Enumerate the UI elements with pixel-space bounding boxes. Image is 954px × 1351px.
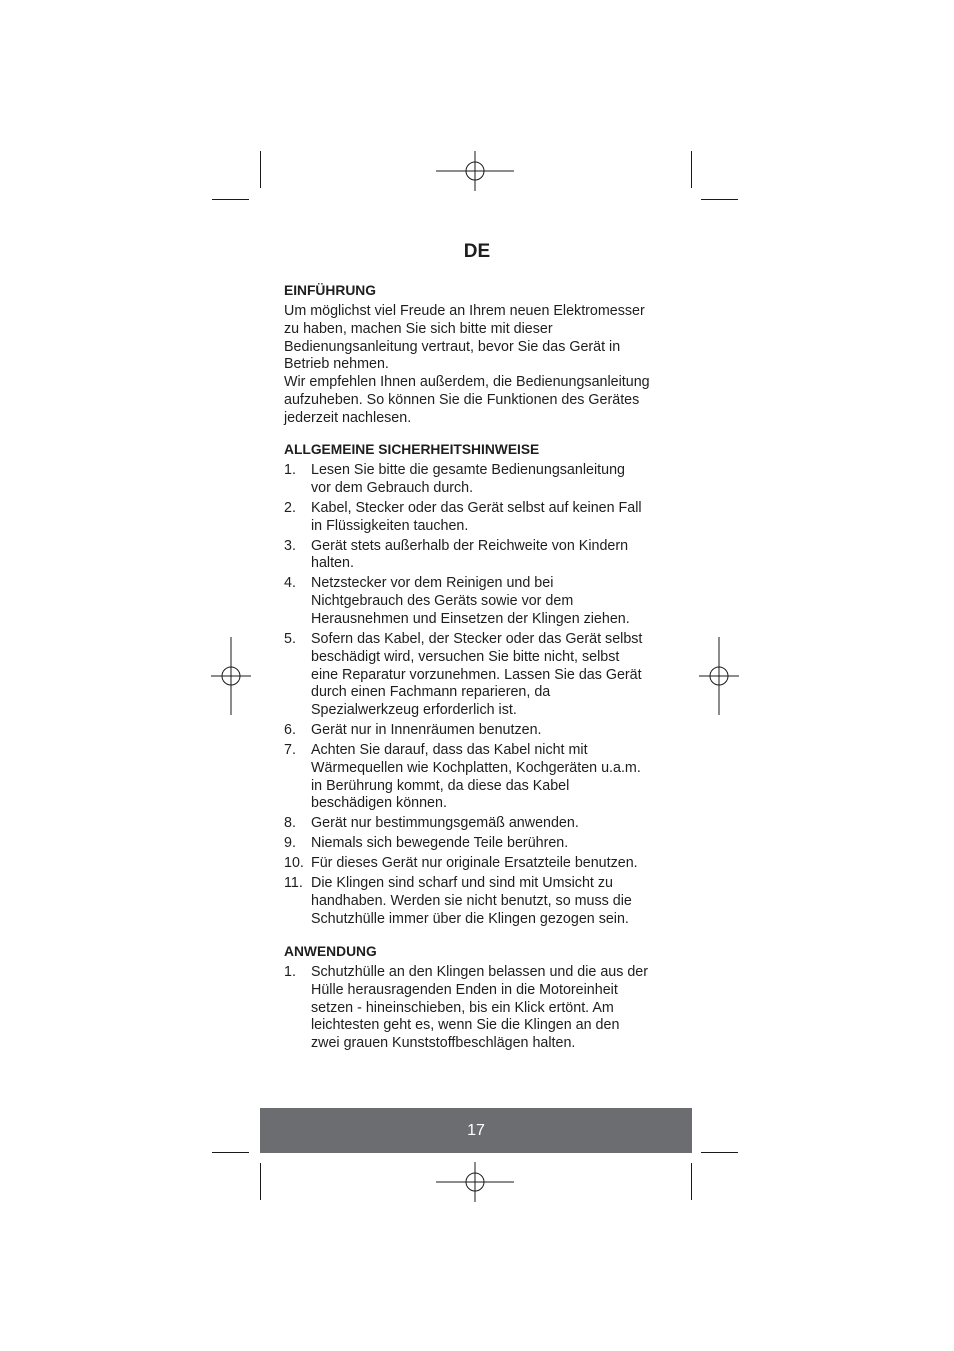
list-item-line: durch einen Fachmann reparieren, da [311,684,551,701]
list-item-number: 1. [284,964,296,980]
crop-mark [212,199,249,200]
list-item-line: Nichtgebrauch des Geräts sowie vor dem [311,593,574,610]
list-item-line: Wärmequellen wie Kochplatten, Kochgeräten u.a.m. [311,759,641,776]
list-item-number: 2. [284,499,296,516]
list-item-number: 3. [284,537,296,554]
crop-mark [701,199,738,200]
list-item-line: Sofern das Kabel, der Stecker oder das Gerät selbst [311,630,643,647]
intro-line: jederzeit nachlesen. [284,409,412,426]
list-item-line: Hülle herausragenden Enden in die Motoreinheit [311,981,618,998]
safety-item [284,815,654,833]
list-item-number: 10. [284,855,304,872]
intro-line: Um möglichst viel Freude an Ihrem neuen Elektromesser [284,303,645,319]
intro-line: Wir empfehlen Ihnen außerdem, die Bedienungsanleitung [284,374,650,391]
list-item-line: zwei grauen Kunststoffbeschlägen halten. [311,1035,576,1052]
list-item-text [311,538,654,574]
crop-mark [701,1152,738,1153]
list-item-line: Schutzhülle an den Klingen belassen und die aus der [311,964,649,980]
crop-mark [260,1163,261,1200]
safety-item [284,462,654,498]
list-item-line: beschädigt wird, versuchen Sie bitte nicht, selbst [311,648,620,665]
list-item-line: Kabel, Stecker oder das Gerät selbst auf keinen Fall [311,499,642,516]
list-item-text [311,815,654,833]
usage-item [284,964,654,1053]
safety-item [284,631,654,720]
list-item-line: Niemals sich bewegende Teile berühren. [311,835,569,852]
list-item-line: Lesen Sie bitte die gesamte Bedienungsanleitung [311,462,625,478]
list-item-number: 4. [284,575,296,592]
intro-paragraph [284,303,654,428]
list-item-text [311,835,654,853]
section-heading-safety: ALLGEMEINE SICHERHEITSHINWEISE [284,442,540,457]
list-item-text [311,631,654,720]
safety-list [284,462,654,931]
intro-line: Bedienungsanleitung vertraut, bevor Sie das Gerät in [284,338,621,355]
intro-line: Betrieb nehmen. [284,356,389,373]
list-item-line: Achten Sie darauf, dass das Kabel nicht mit [311,742,588,759]
safety-item [284,742,654,813]
list-item-text [311,500,654,536]
crop-mark [691,1163,692,1200]
safety-item [284,855,654,873]
list-item-number: 5. [284,630,296,647]
list-item-text [311,575,654,628]
list-item-line: Schutzhülle immer über die Klingen gezogen sein. [311,911,629,927]
list-item-line: Herausnehmen und Einsetzen der Klingen ziehen. [311,610,630,627]
list-item-text [311,964,654,1053]
list-item-line: vor dem Gebrauch durch. [311,479,474,496]
list-item-line: Gerät nur bestimmungsgemäß anwenden. [311,815,579,832]
crop-mark [691,151,692,188]
safety-item [284,575,654,628]
list-item-line: Spezialwerkzeug erforderlich ist. [311,702,517,719]
list-item-number: 9. [284,835,296,852]
list-item-line: Gerät stets außerhalb der Reichweite von Kindern [311,537,629,554]
safety-item [284,722,654,740]
list-item-number: 7. [284,742,296,759]
list-item-number: 8. [284,815,296,832]
list-item-text [311,855,654,873]
registration-mark-top [436,151,514,191]
section-heading-usage: ANWENDUNG [284,944,377,959]
list-item-line: in Berührung kommt, da diese das Kabel [311,777,570,794]
registration-mark-right [699,637,739,715]
crop-mark [260,151,261,188]
intro-line: aufzuheben. So können Sie die Funktionen des Gerätes [284,391,640,408]
list-item-text [311,722,654,740]
list-item-line: Die Klingen sind scharf und sind mit Umsicht zu [311,875,613,892]
usage-list [284,964,654,1055]
list-item-line: setzen - hineinschieben, bis ein Klick ertönt. Am [311,999,614,1016]
safety-item [284,835,654,853]
registration-mark-left [211,637,251,715]
list-item-line: in Flüssigkeiten tauchen. [311,517,469,534]
intro-line: zu haben, machen Sie sich bitte mit dieser [284,320,553,337]
page-footer-band [260,1108,692,1153]
list-item-text [311,875,654,928]
list-item-line: eine Reparatur vorzunehmen. Lassen Sie das Gerät [311,666,642,683]
registration-mark-bottom [436,1162,514,1202]
safety-item [284,538,654,574]
safety-item [284,875,654,928]
list-item-number: 1. [284,462,296,478]
list-item-number: 11. [284,875,303,892]
list-item-number: 6. [284,722,296,739]
safety-item [284,500,654,536]
list-item-line: beschädigen können. [311,795,447,812]
language-code: DE [463,241,491,262]
list-item-line: Für dieses Gerät nur originale Ersatzteile benutzen. [311,855,638,872]
list-item-text [311,462,654,498]
page-number: 17 [467,1121,485,1139]
list-item-line: handhaben. Werden sie nicht benutzt, so muss die [311,893,632,910]
list-item-line: Gerät nur in Innenräumen benutzen. [311,722,542,739]
list-item-line: Netzstecker vor dem Reinigen und bei [311,575,554,592]
section-heading-intro: EINFÜHRUNG [284,283,376,298]
crop-mark [212,1152,249,1153]
list-item-line: halten. [311,555,354,572]
list-item-text [311,742,654,813]
list-item-line: leichtesten geht es, wenn Sie die Klingen an den [311,1017,620,1034]
